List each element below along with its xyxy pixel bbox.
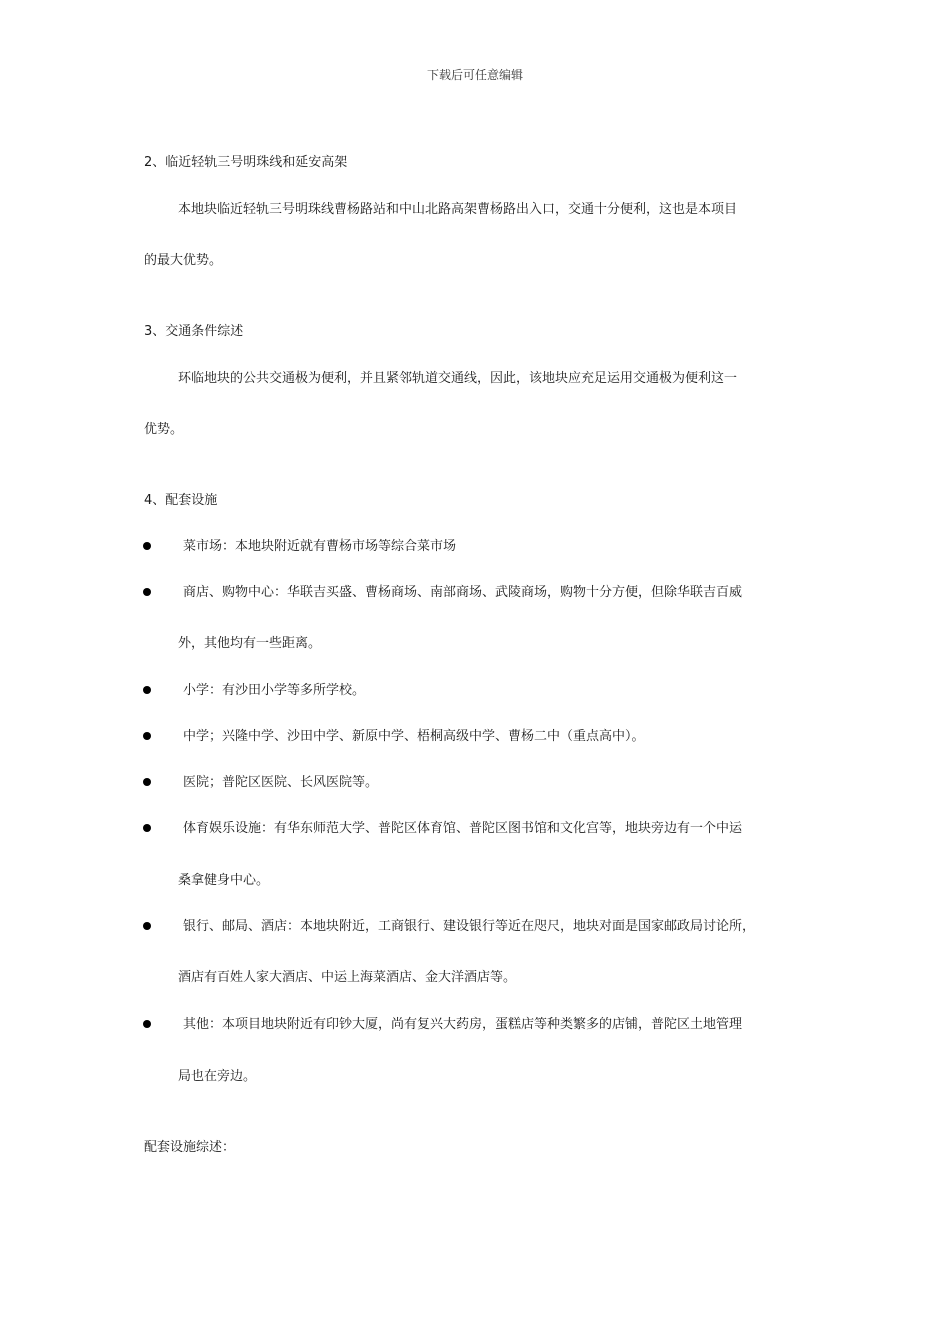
bullet-dot-icon [143,778,151,786]
section-2-paragraph-line-1: 本地块临近轻轨三号明珠线曹杨路站和中山北路高架曹杨路出入口，交通十分便利，这也是本项目 [178,202,738,217]
bullet-dot-icon [143,542,151,550]
bullet-dot-icon [143,1020,151,1028]
section-3-paragraph-line-1: 环临地块的公共交通极为便利，并且紧邻轨道交通线，因此，该地块应充足运用交通极为便利这一 [178,371,738,386]
bullet-dot-icon [143,732,151,740]
section-3-paragraph-line-2: 优势。 [144,422,184,437]
bullet-dot-icon [143,588,151,596]
section-4-heading: 4、配套设施 [144,493,218,508]
facility-item-4-line-1: 中学；兴隆中学、沙田中学、新原中学、梧桐高级中学、曹杨二中（重点高中）。 [183,729,645,744]
facilities-summary-heading: 配套设施综述： [144,1140,236,1155]
section-2-paragraph-line-2: 的最大优势。 [144,253,223,268]
facility-item-1-line-1: 菜市场：本地块附近就有曹杨市场等综合菜市场 [183,539,457,554]
facility-item-6-line-1: 体育娱乐设施：有华东师范大学、普陀区体育馆、普陀区图书馆和文化宫等，地块旁边有一个中运 [183,821,743,836]
page-header: 下载后可任意编辑 [426,68,523,82]
bullet-dot-icon [143,824,151,832]
facility-item-8-line-2: 局也在旁边。 [178,1069,257,1084]
facility-item-3-line-1: 小学：有沙田小学等多所学校。 [183,683,366,698]
facility-item-7-line-2: 酒店有百姓人家大酒店、中运上海菜酒店、金大洋酒店等。 [178,970,517,985]
bullet-dot-icon [143,922,151,930]
facility-item-2-line-2: 外，其他均有一些距离。 [178,636,322,651]
section-2-heading: 2、临近轻轨三号明珠线和延安高架 [144,155,348,170]
facility-item-6-line-2: 桑拿健身中心。 [178,873,270,888]
facility-item-8-line-1: 其他：本项目地块附近有印钞大厦，尚有复兴大药房，蛋糕店等种类繁多的店铺，普陀区土地管理 [183,1017,743,1032]
section-3-heading: 3、交通条件综述 [144,324,244,339]
bullet-dot-icon [143,686,151,694]
facility-item-2-line-1: 商店、购物中心：华联吉买盛、曹杨商场、南部商场、武陵商场，购物十分方便，但除华联吉百威 [183,585,743,600]
facility-item-7-line-1: 银行、邮局、酒店：本地块附近，工商银行、建设银行等近在咫尺，地块对面是国家邮政局讨论所， [183,919,756,934]
facility-item-5-line-1: 医院；普陀区医院、长风医院等。 [183,775,379,790]
